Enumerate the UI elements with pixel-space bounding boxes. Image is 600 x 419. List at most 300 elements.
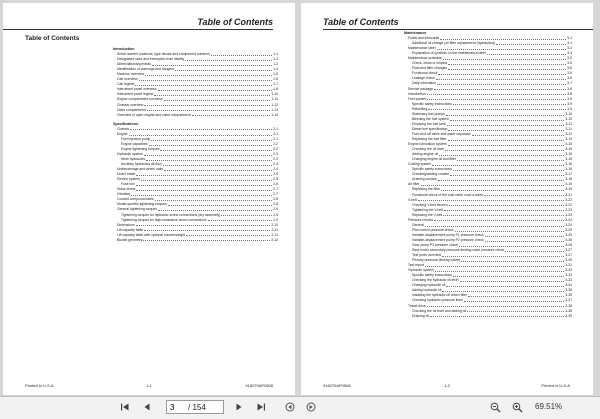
toc-page-number: 1-2	[273, 57, 278, 62]
toc-leader-dots	[441, 187, 564, 191]
toc-entry-text: Explanation of symbols on the maintenance label	[412, 51, 486, 56]
toc-entry-text: Functional check	[412, 71, 438, 76]
toc-entry-text: General tightening torques	[117, 207, 157, 212]
toc-leader-dots	[421, 182, 565, 186]
toc-leader-dots	[485, 238, 564, 242]
toc-leader-dots	[443, 213, 564, 217]
toc-leader-dots	[448, 137, 565, 141]
toc-entry-text: Tightening the V-belt	[412, 207, 443, 212]
toc-page-number: 3-15	[565, 147, 572, 152]
toc-list	[404, 31, 572, 319]
footer-doc-number: 918279AP0508	[323, 383, 351, 388]
toc-leader-dots	[445, 147, 564, 151]
toc-page-number: 3-5	[567, 56, 572, 61]
toc-leader-dots	[448, 66, 566, 70]
toc-leader-dots	[155, 197, 272, 201]
toc-entry-text: General	[412, 222, 425, 227]
toc-page-number: 3-11	[565, 121, 572, 126]
toc-entry-text: Primary pressure-limiting valves	[412, 258, 461, 263]
toc-leader-dots	[149, 142, 273, 146]
toc-entry-text: Cab overview	[117, 77, 138, 82]
toc-leader-dots	[143, 238, 270, 242]
toc-leader-dots	[154, 92, 270, 96]
toc-page-number: 3-9	[567, 106, 572, 111]
toc-page-number: 3-16	[565, 162, 572, 167]
toc-entry[interactable]	[113, 238, 278, 243]
toc-entry-text: Electric system	[117, 177, 140, 182]
toc-leader-dots	[434, 87, 566, 91]
toc-entry-text: Specifications	[113, 121, 139, 126]
toc-page-number: 3-17	[565, 172, 572, 177]
toc-leader-dots	[485, 233, 564, 237]
toc-page-number: 3-39	[565, 313, 572, 318]
toc-entry-text: Replacing the fuel filter	[412, 136, 447, 141]
page-input[interactable]	[170, 403, 188, 412]
toc-entry-text: Serial number locations, type decals and component numbers	[117, 52, 210, 57]
toc-page-number: 1-8	[273, 87, 278, 92]
toc-list	[113, 47, 278, 243]
toc-entry-text: Cab legend	[117, 82, 135, 87]
toc-entry-text: Draining oil	[412, 313, 429, 318]
toc-entry-text: Slew motor secondary pressure-limiting valve pressure check	[412, 248, 505, 253]
toc-leader-dots	[447, 122, 565, 126]
toc-leader-dots	[437, 81, 566, 85]
toc-leader-dots	[468, 293, 564, 297]
toc-entry-text: Dozer blade	[117, 172, 136, 177]
toc-leader-dots	[436, 76, 566, 80]
header-title: Table of Contents	[197, 17, 273, 27]
toc-entry-text: Leakage check	[412, 76, 435, 81]
toc-page-number: 2-8	[273, 202, 278, 207]
toc-leader-dots	[185, 57, 272, 61]
toc-leader-dots	[438, 177, 565, 181]
toc-leader-dots	[151, 137, 272, 141]
toc-entry-text: Overview of open engine and valve compartment	[117, 112, 191, 117]
next-page-icon[interactable]	[232, 400, 246, 414]
toc-leader-dots	[446, 283, 564, 287]
toc-leader-dots	[464, 298, 565, 302]
toc-page-number: 3-6	[567, 71, 572, 76]
toc-page-number: 3-3	[567, 46, 572, 51]
toc-entry-text: Introduction	[113, 47, 135, 51]
toc-page-number: 2-3	[273, 151, 278, 156]
toc-leader-dots	[160, 147, 272, 151]
toc-page-number: 1-3	[273, 62, 278, 67]
toc-page-number: 3-19	[565, 182, 572, 187]
toc-leader-dots	[144, 228, 270, 232]
toc-page-number: 3-38	[565, 303, 572, 308]
toc-entry-text: Fuel injection pump	[121, 136, 151, 141]
zoom-out-icon[interactable]	[488, 400, 502, 414]
page-title: Table of Contents	[25, 35, 80, 42]
toc-entry-text: Checking/adding coolant	[412, 172, 450, 177]
footer-right: Printed in U.S.A.	[541, 383, 571, 388]
toc-page-number: 2-1	[273, 136, 278, 141]
toc-page-number: 3-25	[565, 227, 572, 232]
toc-leader-dots	[437, 46, 567, 50]
toc-entry-text: Checking the oil level and adding oil	[412, 308, 467, 313]
toc-page-number: 1-11	[271, 97, 278, 102]
toc-entry-text: Gear pump P3 pressure check	[412, 242, 458, 247]
toc-page-number: 3-9	[567, 101, 572, 106]
right-page	[301, 3, 593, 395]
toc-leader-dots	[164, 167, 272, 171]
header-title: Table of Contents	[323, 17, 399, 27]
toc-page-number: 2-2	[273, 146, 278, 151]
toc-leader-dots	[434, 218, 564, 222]
toc-entry-text: Test report	[408, 263, 425, 268]
toc-entry-text: Air filter	[408, 182, 420, 187]
toc-leader-dots	[453, 102, 566, 106]
header-rule	[323, 29, 593, 30]
toc-page-number: 2-7	[273, 192, 278, 197]
toc-entry-text: Fuel system	[408, 96, 427, 101]
toc-leader-dots	[144, 103, 270, 107]
toc-page-number: 3-27	[565, 248, 572, 253]
toc-entry-text: V-belt	[408, 197, 417, 202]
toc-entry[interactable]	[404, 314, 572, 319]
zoom-in-icon[interactable]	[510, 400, 524, 414]
toc-page-number: 2-6	[273, 182, 278, 187]
toc-leader-dots	[418, 198, 565, 202]
page-number-field[interactable]	[166, 400, 224, 414]
toc-entry-text: Engine compartment overview	[117, 97, 163, 102]
prev-page-icon[interactable]	[140, 400, 154, 414]
toc-leader-dots	[444, 208, 564, 212]
toc-entry-text: Chassis	[117, 126, 130, 131]
toc-leader-dots	[135, 82, 272, 86]
toc-page-number: 3-35	[565, 288, 572, 293]
toc-entry-text: Coolant compound table	[117, 197, 154, 202]
toc-leader-dots	[146, 157, 272, 161]
toc-leader-dots	[131, 192, 272, 196]
toc-page-number: 3-10	[565, 111, 572, 116]
toc-page-number: 3-8	[567, 86, 572, 91]
toc-entry-text: Maintenance	[404, 31, 427, 35]
toc-entry-text: Fluid and filter changes	[412, 66, 448, 71]
toc-page-number: 3-7	[567, 81, 572, 86]
toc-entry-text: Noise levels	[117, 187, 136, 192]
toc-entry-text: Auxiliary hydraulics all-flow	[121, 162, 162, 167]
toc-entry-text: Specific safety instructions	[412, 167, 452, 172]
toc-leader-dots	[428, 107, 566, 111]
toc-page-number: 3-37	[565, 298, 572, 303]
toc-leader-dots	[446, 112, 564, 116]
toc-leader-dots	[136, 187, 272, 191]
toc-page-number: 3-33	[565, 278, 572, 283]
toc-entry-text: Test ports overview	[412, 253, 442, 258]
toc-entry-text: Introduction	[408, 91, 426, 96]
toc-entry-text: Bleeding the fuel system	[412, 116, 449, 121]
toc-page-number: 2-5	[273, 177, 278, 182]
toc-leader-dots	[158, 87, 273, 91]
toc-leader-dots	[430, 314, 564, 318]
toc-leader-dots	[164, 97, 271, 101]
toc-entry-text: Refuelling	[412, 106, 428, 111]
toc-entry-text: Vibration	[117, 192, 131, 197]
toc-leader-dots	[440, 36, 566, 40]
toc-entry-text: Valve compartment	[117, 107, 146, 112]
toc-page-number: 3-31	[565, 263, 572, 268]
toc-leader-dots	[448, 127, 564, 131]
toc-page-number: 3-6	[567, 66, 572, 71]
toc-leader-dots	[144, 152, 272, 156]
toc-page-number: 3-19	[565, 187, 572, 192]
toc-page-number: 3-12	[565, 131, 572, 136]
toc-entry-text: Fuel shut-off valve and water separator	[412, 131, 471, 136]
toc-entry-text: Bucket geometry	[117, 237, 143, 242]
toc-leader-dots	[487, 51, 566, 55]
toc-leader-dots	[129, 132, 273, 136]
toc-entry-text: Tightening torques for hydraulic screw connections (dry assembly)	[121, 212, 221, 217]
toc-entry-text: Undercarriage and wheel units	[117, 167, 163, 172]
toc-page-number: 1-5	[273, 72, 278, 77]
toc-leader-dots	[145, 72, 272, 76]
toc-entry-text: Emptying the fuel tank	[412, 121, 446, 126]
toc-page-number: 3-6	[567, 76, 572, 81]
toc-entry-text: Instrument panel legend	[117, 92, 154, 97]
toc-leader-dots	[453, 273, 564, 277]
toc-entry-text: Fluids and lubricants	[408, 36, 440, 41]
toc-leader-dots	[175, 67, 272, 71]
toc-entry-text: Hydraulic system	[408, 268, 434, 273]
toc-leader-dots	[130, 127, 272, 131]
toc-entry[interactable]	[113, 113, 278, 118]
toc-page-number: 3-18	[565, 177, 572, 182]
toc-leader-dots	[457, 157, 564, 161]
toc-page-number: 3-13	[565, 136, 572, 141]
toc-leader-dots	[484, 193, 564, 197]
toc-entry-text: Engine capacities	[121, 141, 148, 146]
toc-page-number: 3-25	[565, 232, 572, 237]
toc-leader-dots	[432, 162, 564, 166]
toc-page-number: 1-14	[271, 112, 278, 117]
toc-page-number: 3-23	[565, 207, 572, 212]
forward-icon[interactable]	[304, 400, 318, 414]
back-icon[interactable]	[283, 400, 297, 414]
toc-entry-text: Instrument panel overview	[117, 87, 157, 92]
toc-leader-dots	[442, 253, 564, 257]
toc-leader-dots	[427, 97, 566, 101]
toc-entry-text: Lift capacity table with optional counterweight	[117, 232, 186, 237]
toc-page-number: 3-38	[565, 308, 572, 313]
toc-entry-text: Pilot control pressure check	[412, 227, 454, 232]
toc-page-number: 3-29	[565, 258, 572, 263]
toc-leader-dots	[147, 108, 270, 112]
toc-entry-text: Model-specific tightening torques	[117, 202, 167, 207]
toc-entry-text: Abbreviations/symbols	[117, 62, 151, 67]
toc-page-number: 3-34	[565, 283, 572, 288]
toc-page-number: 1-6	[273, 77, 278, 82]
toc-entry-text: Changing hydraulic oil	[412, 283, 446, 288]
toc-page-number: 3-15	[565, 142, 572, 147]
footer-doc-number: 918279AP0508	[245, 383, 273, 388]
toc-page-number: 3-1	[567, 41, 572, 46]
footer-left: Printed in U.S.A.	[25, 383, 55, 388]
last-page-icon[interactable]	[254, 400, 268, 414]
toc-leader-dots	[211, 52, 272, 56]
footer-page-number: 1-2	[444, 383, 450, 388]
toc-entry-text: Diesel fuel specification	[412, 126, 448, 131]
toc-leader-dots	[443, 56, 566, 60]
toc-leader-dots	[435, 268, 564, 272]
toc-page-number: 2-9	[273, 212, 278, 217]
toc-entry-text: Maintenance schedule	[408, 56, 442, 61]
toc-entry-text: Replacing the filter	[412, 187, 441, 192]
toc-page-number: 2-1	[273, 126, 278, 131]
toc-page-number: 3-8	[567, 91, 572, 96]
toc-page-number: 3-26	[565, 242, 572, 247]
first-page-icon[interactable]	[118, 400, 132, 414]
toc-leader-dots	[221, 213, 272, 217]
toc-page-number: 2-2	[273, 141, 278, 146]
toc-page-number: 2-4	[273, 167, 278, 172]
toc-leader-dots	[438, 71, 566, 75]
toc-leader-dots	[496, 41, 566, 45]
toc-page-number: 3-1	[567, 36, 572, 41]
toc-leader-dots	[427, 92, 566, 96]
toc-page-number: 2-11	[271, 232, 278, 237]
toc-leader-dots	[163, 162, 273, 166]
toc-entry-text: Engine lubrication system	[408, 142, 447, 147]
toc-leader-dots	[152, 62, 272, 66]
toc-page-number: 2-9	[273, 217, 278, 222]
toc-entry-text: Fuse box	[121, 182, 135, 187]
toc-page-number: 2-3	[273, 162, 278, 167]
toc-leader-dots	[450, 117, 564, 121]
toc-leader-dots	[439, 152, 564, 156]
toc-leader-dots	[192, 113, 271, 117]
toc-entry-text: Maintenance label	[408, 46, 436, 51]
toc-leader-dots	[208, 218, 272, 222]
toc-page-number: 3-11	[565, 126, 572, 131]
toc-leader-dots	[425, 223, 564, 227]
toc-page-number: 3-10	[565, 116, 572, 121]
toc-leader-dots	[136, 172, 272, 176]
toc-leader-dots	[158, 207, 272, 211]
toc-page-number: 1-4	[273, 67, 278, 72]
viewer-toolbar	[0, 396, 600, 419]
toc-entry-text: Checking hydraulic pressure lines	[412, 298, 463, 303]
toc-entry-text: Designated uses and exemption from liability	[117, 57, 185, 62]
toc-entry-text: Checking the oil level	[412, 147, 445, 152]
toc-entry-text: Draining coolant	[412, 177, 437, 182]
page-total: / 154	[188, 402, 206, 412]
toc-entry-text: Pressure checks	[408, 217, 434, 222]
toc-page-number: 3-5	[567, 61, 572, 66]
toc-page-number: 2-9	[273, 207, 278, 212]
toc-entry-text: Cooling system	[408, 162, 432, 167]
header-rule	[3, 29, 273, 30]
left-page	[3, 3, 295, 395]
toc-page-number: 1-10	[271, 92, 278, 97]
toc-page-number: 3-35	[565, 293, 572, 298]
toc-entry-text: Functional check of the dust valve once a week	[412, 192, 484, 197]
toc-leader-dots	[141, 177, 272, 181]
toc-leader-dots	[442, 288, 564, 292]
toc-page-number: 3-3	[567, 51, 572, 56]
toc-entry-text: Checking V-belt tension	[412, 202, 448, 207]
toc-page-number: 2-10	[271, 222, 278, 227]
toc-page-number: 3-24	[565, 222, 572, 227]
toc-entry-text: Variable-displacement pump P2 pressure check	[412, 237, 484, 242]
toc-leader-dots	[453, 167, 564, 171]
toc-page-number: 2-3	[273, 156, 278, 161]
toc-leader-dots	[467, 309, 564, 313]
toc-page-number: 2-8	[273, 197, 278, 202]
toc-entry-text: Adding hydraulic oil	[412, 288, 442, 293]
toc-page-number: 3-26	[565, 237, 572, 242]
toc-entry-text: Hydraulic system	[117, 151, 143, 156]
toc-page-number: 3-24	[565, 217, 572, 222]
toc-entry-text: Machine overview	[117, 72, 145, 77]
toc-entry-text: Work hydraulics	[121, 156, 146, 161]
toc-entry-text: Tightening torques for high-resistance screw connections	[121, 217, 207, 222]
toc-page-number: 2-5	[273, 172, 278, 177]
toc-page-number: 3-22	[565, 202, 572, 207]
toc-leader-dots	[455, 228, 565, 232]
toc-page-number: 3-23	[565, 212, 572, 217]
toc-page-number: 3-27	[565, 253, 572, 258]
toc-entry-text: Checking the hydraulic oil level	[412, 278, 459, 283]
toc-page-number: 2-11	[271, 227, 278, 232]
toc-leader-dots	[168, 202, 273, 206]
toc-entry-text: Specific safety instructions	[412, 101, 452, 106]
toc-leader-dots	[460, 278, 565, 282]
toc-page-number: 1-12	[271, 102, 278, 107]
toc-leader-dots	[427, 304, 565, 308]
toc-entry-text: Adding engine oil	[412, 152, 439, 157]
toc-entry-text: Identification of warnings and dangers	[117, 67, 175, 72]
toc-entry-text: Chassis overview	[117, 102, 144, 107]
toc-page-number: 3-9	[567, 96, 572, 101]
toc-page-number: 3-16	[565, 157, 572, 162]
toc-leader-dots	[425, 263, 564, 267]
toc-entry-text: Changing engine oil and filter	[412, 157, 456, 162]
toc-entry-text: Service package	[408, 86, 434, 91]
toc-entry-text: Variable-displacement pump P1 pressure check	[412, 232, 484, 237]
toc-leader-dots	[505, 248, 564, 252]
toc-entry-text: Additional oil change (oil filter replacement (hydraulics))	[412, 41, 496, 46]
toc-entry-text: Installing the hydraulic oil return filter	[412, 293, 468, 298]
toc-page-number: 3-21	[565, 192, 572, 197]
toc-page-number: 2-1	[273, 131, 278, 136]
toc-leader-dots	[461, 258, 564, 262]
toc-entry-text: Stationary fuel pumps	[412, 111, 445, 116]
toc-leader-dots	[136, 182, 272, 186]
toc-page-number: 2-12	[271, 237, 278, 242]
toc-page-number: 3-15	[565, 152, 572, 157]
toc-entry-text: Engine tightening torques	[121, 146, 160, 151]
toc-leader-dots	[472, 132, 564, 136]
toc-page-number: 2-7	[273, 187, 278, 192]
toc-entry-text: Travel drive	[408, 303, 426, 308]
toc-page-number: 3-16	[565, 167, 572, 172]
toc-leader-dots	[449, 203, 565, 207]
toc-page-number: 3-22	[565, 197, 572, 202]
toc-entry-text: Lift capacity table	[117, 227, 144, 232]
toc-leader-dots	[448, 142, 565, 146]
toc-entry-text: Replacing the V-belt	[412, 212, 443, 217]
toc-page-number: 1-1	[273, 52, 278, 57]
toc-entry-text: Check, clean or inspect	[412, 61, 448, 66]
toc-entry-text: Dimensions	[117, 222, 135, 227]
toc-leader-dots	[139, 77, 273, 81]
toc-page-number: 1-7	[273, 82, 278, 87]
toc-entry-text: Daily lubrication	[412, 81, 436, 86]
toc-entry-text: Specific safety instructions	[412, 273, 452, 278]
zoom-level[interactable]: 69.51%	[535, 402, 563, 411]
